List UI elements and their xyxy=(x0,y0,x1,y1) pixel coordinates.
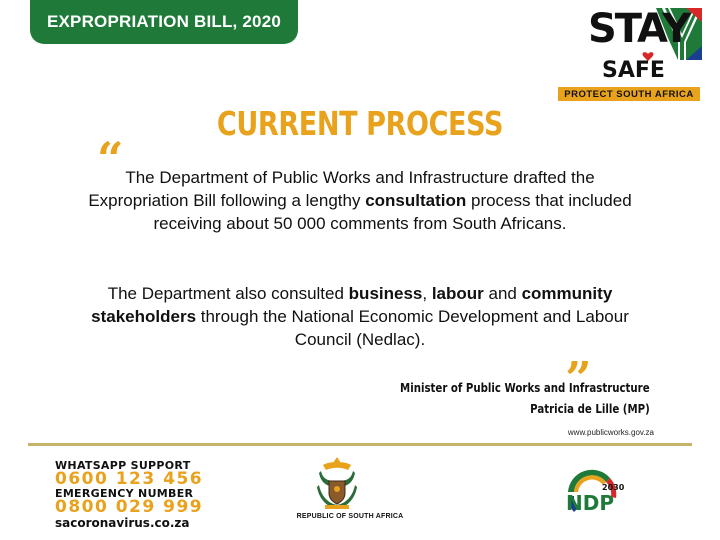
paragraph-nedlac xyxy=(80,282,640,351)
footer-divider xyxy=(28,443,692,446)
paragraph-consultation xyxy=(80,166,640,235)
website-link[interactable]: www.publicworks.gov.za xyxy=(567,428,654,437)
bill-title-badge xyxy=(30,0,298,44)
emergency-label: EMERGENCY NUMBER xyxy=(55,487,194,500)
open-quote-icon: “ xyxy=(97,132,124,186)
emergency-number: 0800 029 999 xyxy=(55,497,204,517)
p2-text-3: and xyxy=(483,284,522,303)
coat-of-arms-icon xyxy=(313,455,361,511)
p2-text-2: , xyxy=(422,284,432,303)
ndp-year: 2030 xyxy=(602,483,624,492)
p1-text-1: The Department of Public Works and Infrastructure drafted the Expropriation Bill following a lengthy xyxy=(88,168,595,210)
p1-text-2: process that included receiving about 50 000 comments from South Africans. xyxy=(153,191,632,233)
safe-text: SAFE xyxy=(602,58,665,83)
close-quote-icon: „ xyxy=(566,325,593,379)
protect-text: PROTECT SOUTH AFRICA xyxy=(564,88,694,100)
p2-bold-business: business xyxy=(348,284,423,303)
bill-title: EXPROPRIATION BILL, 2020 xyxy=(46,12,282,31)
p2-text-4: through the National Economic Development and Labour Council (Nedlac). xyxy=(196,307,629,349)
ndp-text: NDP xyxy=(566,491,614,515)
p2-bold-labour: labour xyxy=(431,284,484,303)
protect-banner xyxy=(558,87,700,101)
stay-text: STAY xyxy=(588,6,690,52)
sacoronavirus-link[interactable]: sacoronavirus.co.za xyxy=(55,516,190,530)
p2-text-1: The Department also consulted xyxy=(107,284,349,303)
ndp-logo-icon xyxy=(560,462,624,526)
p1-bold-consultation: consultation xyxy=(365,191,467,210)
attribution-name: Patricia de Lille (MP) xyxy=(530,402,650,416)
p2-bold-community: community stakeholders xyxy=(91,284,613,326)
attribution-role: Minister of Public Works and Infrastructure xyxy=(400,381,650,395)
republic-label: REPUBLIC OF SOUTH AFRICA xyxy=(296,513,404,520)
whatsapp-number: 0600 123 456 xyxy=(55,469,204,489)
page-title: CURRENT PROCESS xyxy=(216,104,504,143)
whatsapp-label: WHATSAPP SUPPORT xyxy=(55,459,191,472)
